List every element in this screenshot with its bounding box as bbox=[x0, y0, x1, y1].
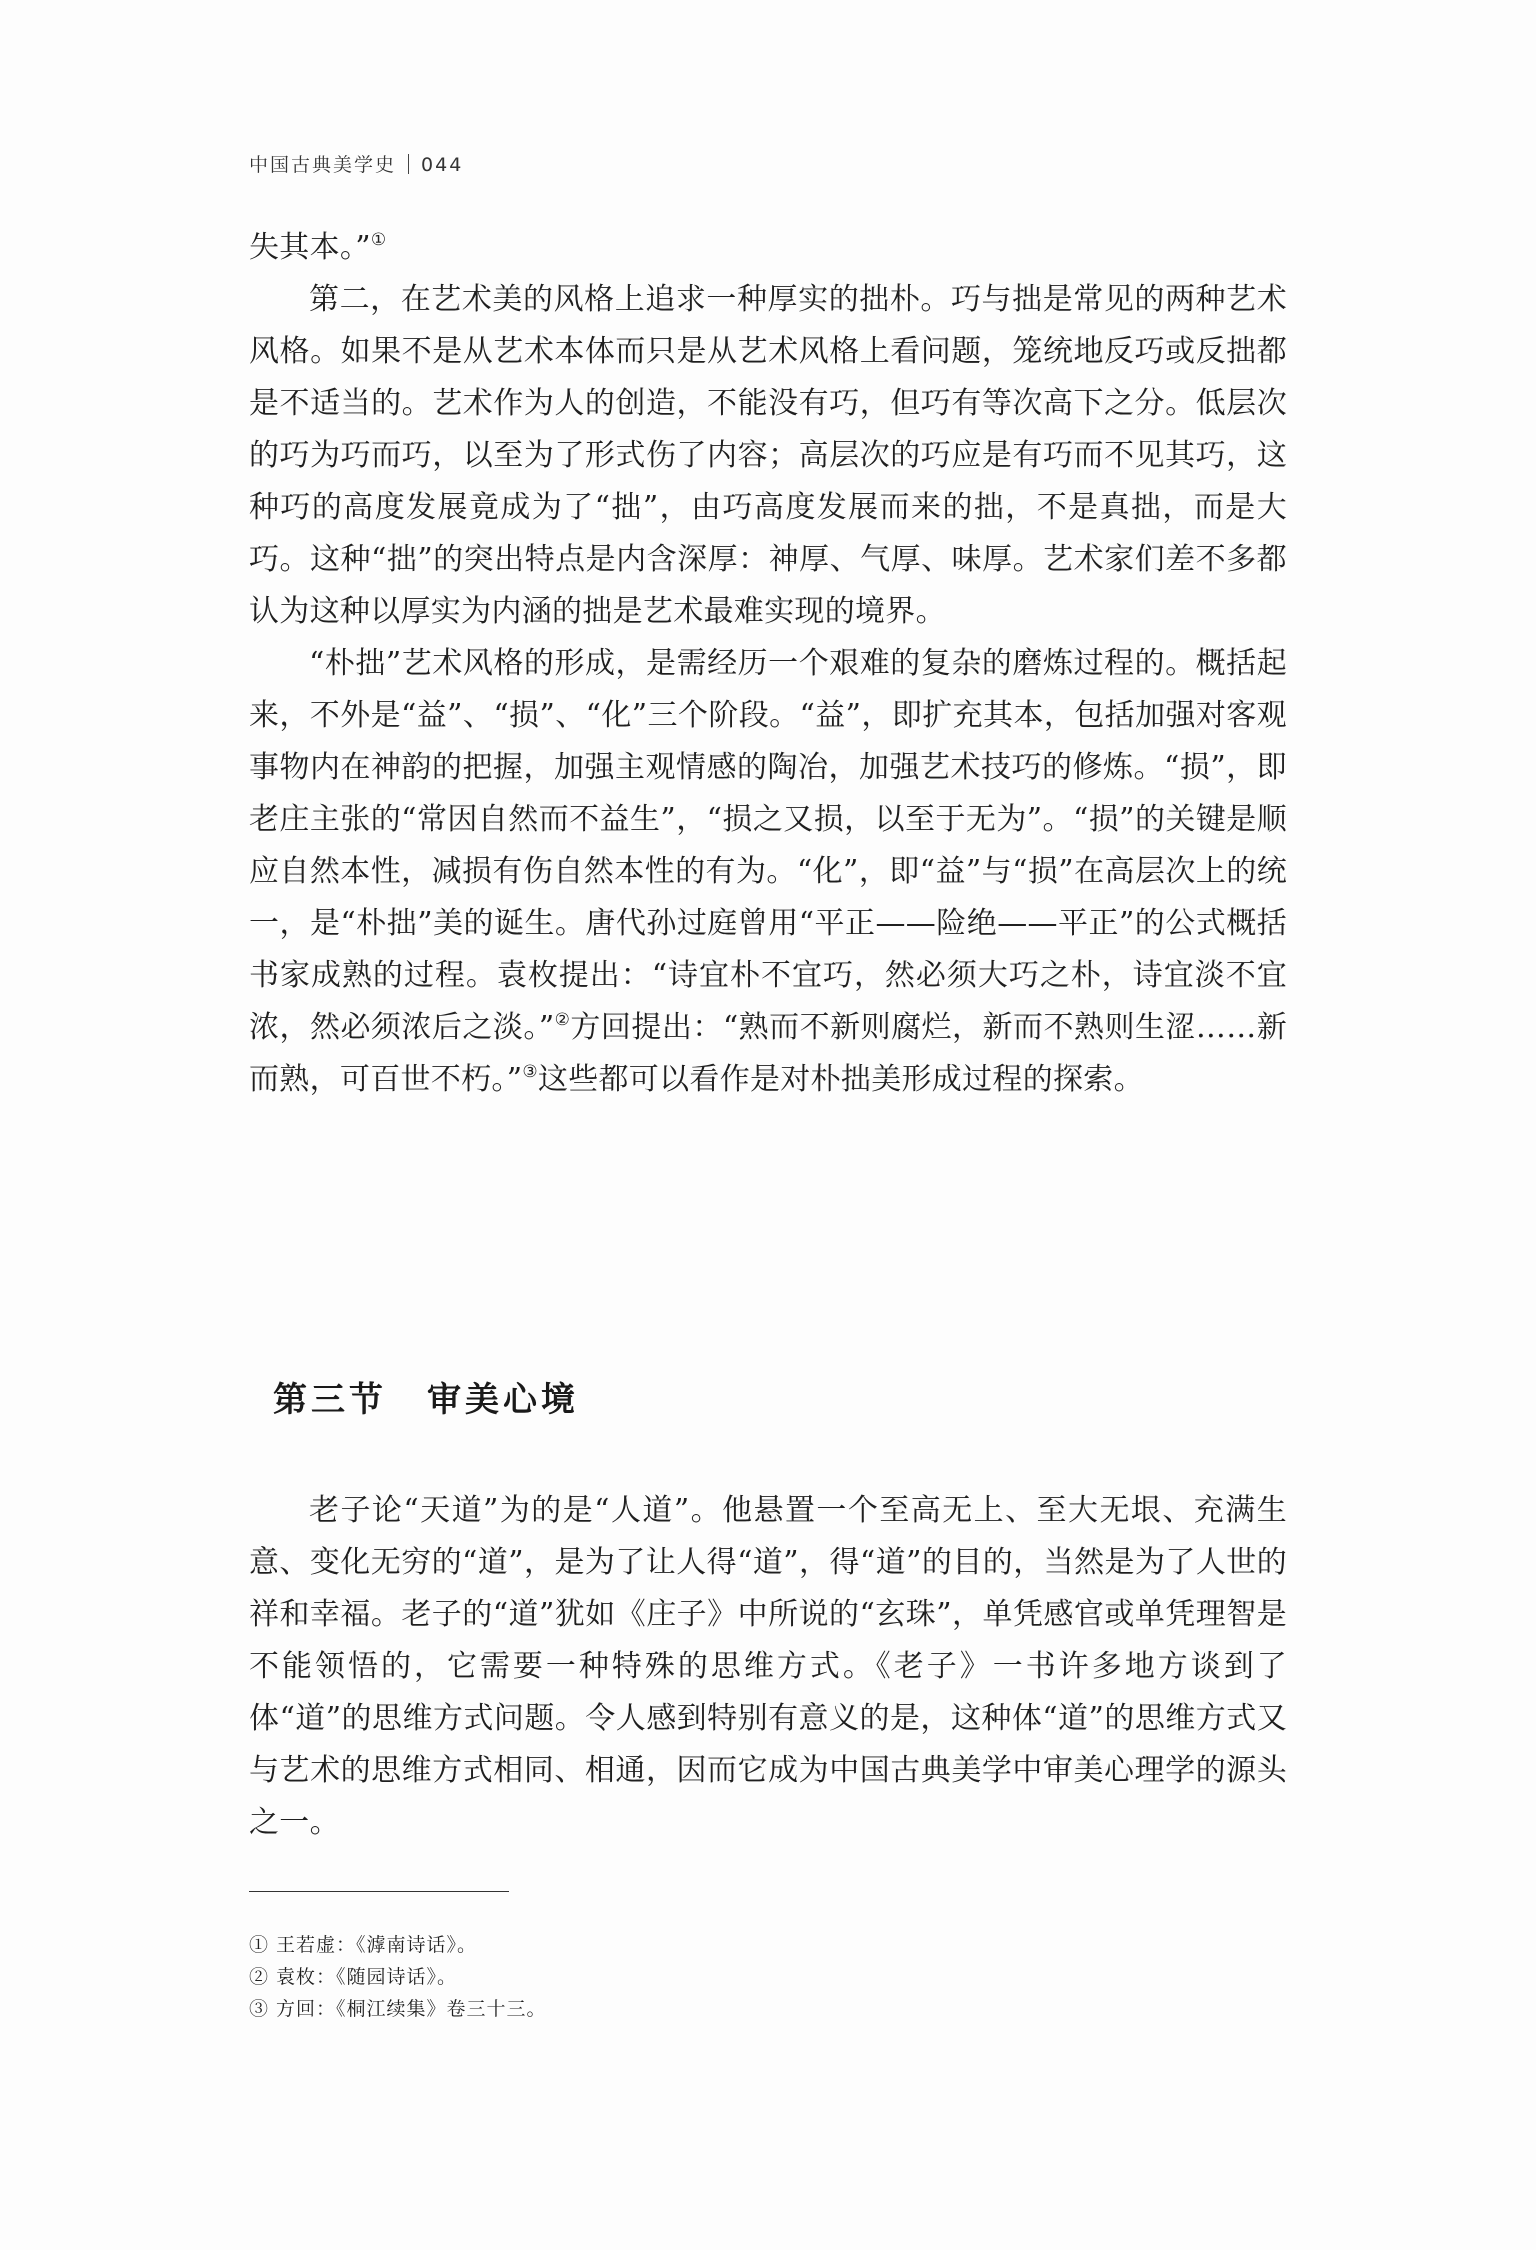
paragraph-laozi-dao: 老子论“天道”为的是“人道”。他悬置一个至高无上、至大无垠、充满生意、变化无穷的“道”，是为了让人得“道”，得“道”的目的，当然是为了人世的祥和幸福。老子的“道”犹如《庄子》中所说的“玄珠”，单凭感官或单凭理智是不能领悟的，它需要一种特殊的思维方式。《老子》一书许多地方谈到了体“道”的思维方式问题。令人感到特别有意义的是，这种体“道”的思维方式又与艺术的思维方式相同、相通，因而它成为中国古典美学中审美心理学的源头之一。 bbox=[249, 1493, 1287, 1840]
footnotes bbox=[249, 1929, 547, 2025]
section-heading bbox=[273, 1372, 579, 1421]
footnote-3: ③ 方回：《桐江续集》卷三十三。 bbox=[249, 1998, 547, 2020]
paragraph-simplicity-formation: “朴拙”艺术风格的形成，是需经历一个艰难的复杂的磨炼过程的。概括起来，不外是“益”、“损”、“化”三个阶段。“益”，即扩充其本，包括加强对客观事物内在神韵的把握，加强主观情感的陶冶，加强艺术技巧的修炼。“损”，即老庄主张的“常因自然而不益生”，“损之又损，以至于无为”。“损”的关键是顺应自然本性，减损有伤自然本性的有为。“化”，即“益”与“损”在高层次上的统一，是“朴拙”美的诞生。唐代孙过庭曾用“平正——险绝——平正”的公式概括书家成熟的过程。袁枚提出：“诗宜朴不宜巧，然必须大巧之朴，诗宜淡不宜浓，然必须浓后之淡。”②方回提出：“熟而不新则腐烂，新而不熟则生涩……新而熟，可百世不朽。”③这些都可以看作是对朴拙美形成过程的探索。 bbox=[249, 646, 1287, 1097]
section-number: 第三节 bbox=[273, 1380, 387, 1420]
page-number: 044 bbox=[421, 154, 464, 176]
section-title: 审美心境 bbox=[427, 1380, 579, 1420]
footnote-divider bbox=[249, 1891, 509, 1892]
body-text-section-2 bbox=[249, 1485, 1287, 1849]
header-divider bbox=[408, 154, 409, 174]
body-text-section-1 bbox=[249, 222, 1287, 1106]
running-head bbox=[249, 150, 463, 177]
footnote-ref-3: ③ bbox=[522, 1062, 538, 1082]
footnote-2: ② 袁枚：《随园诗话》。 bbox=[249, 1966, 458, 1988]
paragraph-continuation: 失其本。”① bbox=[249, 230, 387, 265]
footnote-ref-2: ② bbox=[554, 1010, 571, 1030]
footnote-ref-1: ① bbox=[370, 230, 387, 250]
book-title: 中国古典美学史 bbox=[249, 154, 397, 176]
paragraph-clumsy-style: 第二，在艺术美的风格上追求一种厚实的拙朴。巧与拙是常见的两种艺术风格。如果不是从艺术本体而只是从艺术风格上看问题，笼统地反巧或反拙都是不适当的。艺术作为人的创造，不能没有巧，但巧有等次高下之分。低层次的巧为巧而巧，以至为了形式伤了内容；高层次的巧应是有巧而不见其巧，这种巧的高度发展竟成为了“拙”，由巧高度发展而来的拙，不是真拙，而是大巧。这种“拙”的突出特点是内含深厚：神厚、气厚、味厚。艺术家们差不多都认为这种以厚实为内涵的拙是艺术最难实现的境界。 bbox=[249, 282, 1287, 629]
footnote-1: ① 王若虚：《滹南诗话》。 bbox=[249, 1934, 478, 1956]
